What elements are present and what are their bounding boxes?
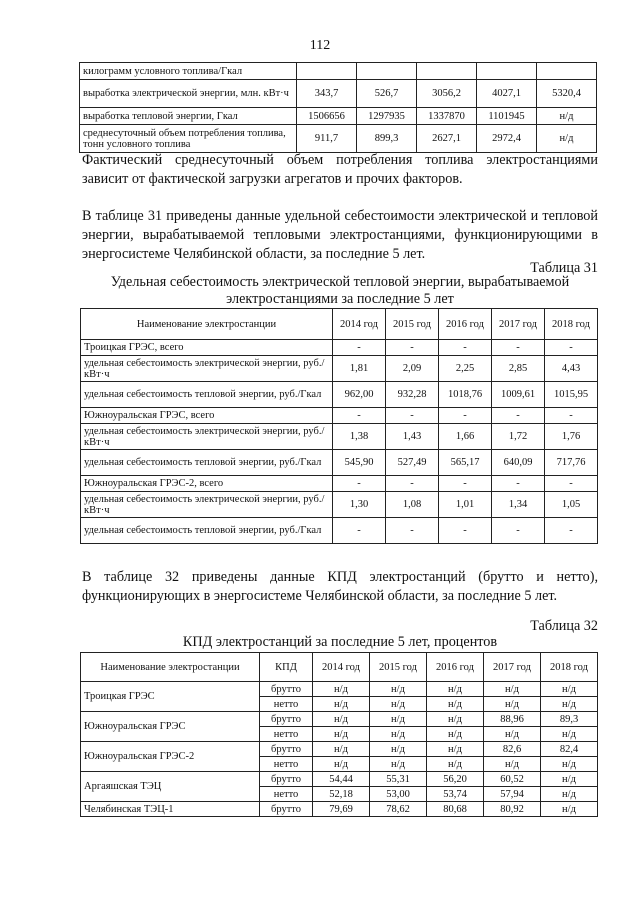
cell: 88,96 — [484, 712, 541, 727]
kpd-type: брутто — [260, 682, 313, 697]
cell: - — [333, 476, 386, 492]
table-row — [80, 108, 597, 125]
cell: н/д — [427, 757, 484, 772]
page-number: 112 — [309, 38, 331, 53]
cell: 932,28 — [386, 382, 439, 408]
cell: н/д — [427, 682, 484, 697]
header-name: Наименование электростанции — [81, 309, 333, 340]
cell — [477, 63, 537, 80]
cell: 2,09 — [386, 356, 439, 382]
cell: - — [545, 476, 598, 492]
cell: н/д — [313, 727, 370, 742]
table-row — [81, 408, 598, 424]
header-kpd: КПД — [260, 653, 313, 682]
table-row — [80, 80, 597, 108]
table-row — [81, 712, 598, 727]
cell: 78,62 — [370, 802, 427, 817]
header-year: 2017 год — [492, 309, 545, 340]
row-label: выработка тепловой энергии, Гкал — [80, 108, 297, 125]
cell: - — [386, 476, 439, 492]
cell: 1,43 — [386, 424, 439, 450]
cell: 640,09 — [492, 450, 545, 476]
cell: 1018,76 — [439, 382, 492, 408]
cell: 1101945 — [477, 108, 537, 125]
cell: 80,68 — [427, 802, 484, 817]
cell: 2,25 — [439, 356, 492, 382]
station-name: Аргаяшская ТЭЦ — [81, 772, 260, 802]
cell: 60,52 — [484, 772, 541, 787]
cell: - — [492, 518, 545, 544]
cell: н/д — [537, 125, 597, 153]
cell — [537, 63, 597, 80]
cell: 343,7 — [297, 80, 357, 108]
cell: - — [439, 340, 492, 356]
cell: н/д — [370, 712, 427, 727]
cell: н/д — [484, 682, 541, 697]
cell — [297, 63, 357, 80]
cell: н/д — [313, 682, 370, 697]
cell: - — [333, 408, 386, 424]
table-row — [81, 476, 598, 492]
header-year: 2015 год — [370, 653, 427, 682]
cell: 53,00 — [370, 787, 427, 802]
cell: н/д — [541, 787, 598, 802]
cell: н/д — [427, 727, 484, 742]
table-32 — [80, 652, 598, 817]
cell: 53,74 — [427, 787, 484, 802]
cell: 1,08 — [386, 492, 439, 518]
cell: н/д — [427, 712, 484, 727]
paragraph: Фактический среднесуточный объем потребления топлива электростанциями зависит от фактической загрузки агрегатов и прочих факторов. — [82, 152, 598, 187]
cell: - — [439, 476, 492, 492]
station-name: Челябинская ТЭЦ-1 — [81, 802, 260, 817]
cell: н/д — [537, 108, 597, 125]
header-year: 2015 год — [386, 309, 439, 340]
station-name: Южноуральская ГРЭС — [81, 712, 260, 742]
cell: 3056,2 — [417, 80, 477, 108]
cell: 89,3 — [541, 712, 598, 727]
cell: 2,85 — [492, 356, 545, 382]
table-row — [81, 340, 598, 356]
cell: - — [386, 340, 439, 356]
top-table — [79, 62, 597, 153]
cell: н/д — [484, 697, 541, 712]
cell: - — [545, 518, 598, 544]
kpd-type: нетто — [260, 757, 313, 772]
row-label: удельная себестоимость тепловой энергии, руб./Гкал — [81, 518, 333, 544]
header-year: 2014 год — [313, 653, 370, 682]
cell: 2972,4 — [477, 125, 537, 153]
cell: - — [333, 518, 386, 544]
table-title: КПД электростанций за последние 5 лет, процентов — [182, 634, 498, 650]
kpd-type: брутто — [260, 712, 313, 727]
cell: 52,18 — [313, 787, 370, 802]
cell: 1009,61 — [492, 382, 545, 408]
row-label: выработка электрической энергии, млн. кВт·ч — [80, 80, 297, 108]
header-year: 2017 год — [484, 653, 541, 682]
paragraph: В таблице 31 приведены данные удельной себестоимости электрической и тепловой энергии, вырабатываемой тепловыми электростанциями, функционирующими в энергосистеме Челябинской области, за последние 5 лет. — [82, 208, 598, 262]
cell: - — [545, 340, 598, 356]
table-row — [81, 518, 598, 544]
table-title: Удельная себестоимость электрической тепловой энергии, вырабатываемой электростанциями за последние 5 лет — [110, 274, 570, 307]
cell: 4027,1 — [477, 80, 537, 108]
cell: н/д — [370, 682, 427, 697]
row-label: удельная себестоимость тепловой энергии, руб./Гкал — [81, 450, 333, 476]
table-caption: Таблица 32 — [530, 618, 598, 634]
cell: - — [492, 408, 545, 424]
cell: 1015,95 — [545, 382, 598, 408]
cell: н/д — [370, 742, 427, 757]
table-header-row — [81, 309, 598, 340]
cell: - — [439, 408, 492, 424]
cell: н/д — [313, 742, 370, 757]
header-year: 2018 год — [545, 309, 598, 340]
cell: н/д — [541, 772, 598, 787]
cell: - — [492, 476, 545, 492]
kpd-type: нетто — [260, 727, 313, 742]
cell: 1297935 — [357, 108, 417, 125]
cell: 1,34 — [492, 492, 545, 518]
cell: н/д — [370, 697, 427, 712]
cell: н/д — [541, 757, 598, 772]
cell: 79,69 — [313, 802, 370, 817]
table-row — [81, 682, 598, 697]
kpd-type: брутто — [260, 772, 313, 787]
kpd-type: нетто — [260, 787, 313, 802]
cell: 4,43 — [545, 356, 598, 382]
cell: 82,4 — [541, 742, 598, 757]
cell: 565,17 — [439, 450, 492, 476]
header-year: 2016 год — [427, 653, 484, 682]
cell: н/д — [541, 802, 598, 817]
row-label: килограмм условного топлива/Гкал — [80, 63, 297, 80]
header-name: Наименование электростанции — [81, 653, 260, 682]
cell: 5320,4 — [537, 80, 597, 108]
cell: 899,3 — [357, 125, 417, 153]
cell: н/д — [484, 757, 541, 772]
row-label: удельная себестоимость электрической энергии, руб./кВт·ч — [81, 492, 333, 518]
table-row — [80, 63, 597, 80]
cell: 1,30 — [333, 492, 386, 518]
cell: н/д — [313, 697, 370, 712]
kpd-type: нетто — [260, 697, 313, 712]
cell: 1,72 — [492, 424, 545, 450]
table-31 — [80, 308, 598, 544]
station-name: Южноуральская ГРЭС-2 — [81, 742, 260, 772]
cell: 1,76 — [545, 424, 598, 450]
cell: 717,76 — [545, 450, 598, 476]
cell: - — [386, 408, 439, 424]
cell: 545,90 — [333, 450, 386, 476]
cell: 1,05 — [545, 492, 598, 518]
table-caption: Таблица 31 — [530, 260, 598, 276]
cell: 57,94 — [484, 787, 541, 802]
cell: 527,49 — [386, 450, 439, 476]
row-label: удельная себестоимость тепловой энергии, руб./Гкал — [81, 382, 333, 408]
cell: 56,20 — [427, 772, 484, 787]
table-row — [81, 802, 598, 817]
cell: - — [333, 340, 386, 356]
cell: н/д — [313, 712, 370, 727]
kpd-type: брутто — [260, 742, 313, 757]
cell: - — [545, 408, 598, 424]
table-row — [81, 772, 598, 787]
cell: 1,38 — [333, 424, 386, 450]
row-label: удельная себестоимость электрической энергии, руб./кВт·ч — [81, 356, 333, 382]
cell: н/д — [541, 697, 598, 712]
row-label: Южноуральская ГРЭС, всего — [81, 408, 333, 424]
row-label: Троицкая ГРЭС, всего — [81, 340, 333, 356]
cell: н/д — [541, 727, 598, 742]
row-label: Южноуральская ГРЭС-2, всего — [81, 476, 333, 492]
row-label: среднесуточный объем потребления топлива, тонн условного топлива — [80, 125, 297, 153]
header-year: 2018 год — [541, 653, 598, 682]
cell: н/д — [313, 757, 370, 772]
table-row — [81, 424, 598, 450]
cell: 1,01 — [439, 492, 492, 518]
table-row — [81, 382, 598, 408]
header-year: 2014 год — [333, 309, 386, 340]
cell: - — [386, 518, 439, 544]
header-year: 2016 год — [439, 309, 492, 340]
table-header-row — [81, 653, 598, 682]
cell: - — [439, 518, 492, 544]
cell — [357, 63, 417, 80]
cell: 526,7 — [357, 80, 417, 108]
cell: 1506656 — [297, 108, 357, 125]
table-row — [81, 356, 598, 382]
paragraph: В таблице 32 приведены данные КПД электростанций (брутто и нетто), функционирующих в энергосистеме Челябинской области, за последние 5 лет. — [82, 569, 598, 604]
cell: 1,81 — [333, 356, 386, 382]
cell: 54,44 — [313, 772, 370, 787]
table-row — [81, 742, 598, 757]
cell: 1,66 — [439, 424, 492, 450]
row-label: удельная себестоимость электрической энергии, руб./кВт·ч — [81, 424, 333, 450]
table-row — [81, 492, 598, 518]
station-name: Троицкая ГРЭС — [81, 682, 260, 712]
cell: 55,31 — [370, 772, 427, 787]
cell: 1337870 — [417, 108, 477, 125]
cell: н/д — [370, 757, 427, 772]
cell: н/д — [427, 697, 484, 712]
cell: н/д — [541, 682, 598, 697]
table-row — [81, 450, 598, 476]
cell: н/д — [484, 727, 541, 742]
cell — [417, 63, 477, 80]
kpd-type: брутто — [260, 802, 313, 817]
cell: н/д — [370, 727, 427, 742]
cell: 82,6 — [484, 742, 541, 757]
cell: 2627,1 — [417, 125, 477, 153]
cell: - — [492, 340, 545, 356]
cell: 962,00 — [333, 382, 386, 408]
cell: 80,92 — [484, 802, 541, 817]
cell: 911,7 — [297, 125, 357, 153]
cell: н/д — [427, 742, 484, 757]
table-row — [80, 125, 597, 153]
